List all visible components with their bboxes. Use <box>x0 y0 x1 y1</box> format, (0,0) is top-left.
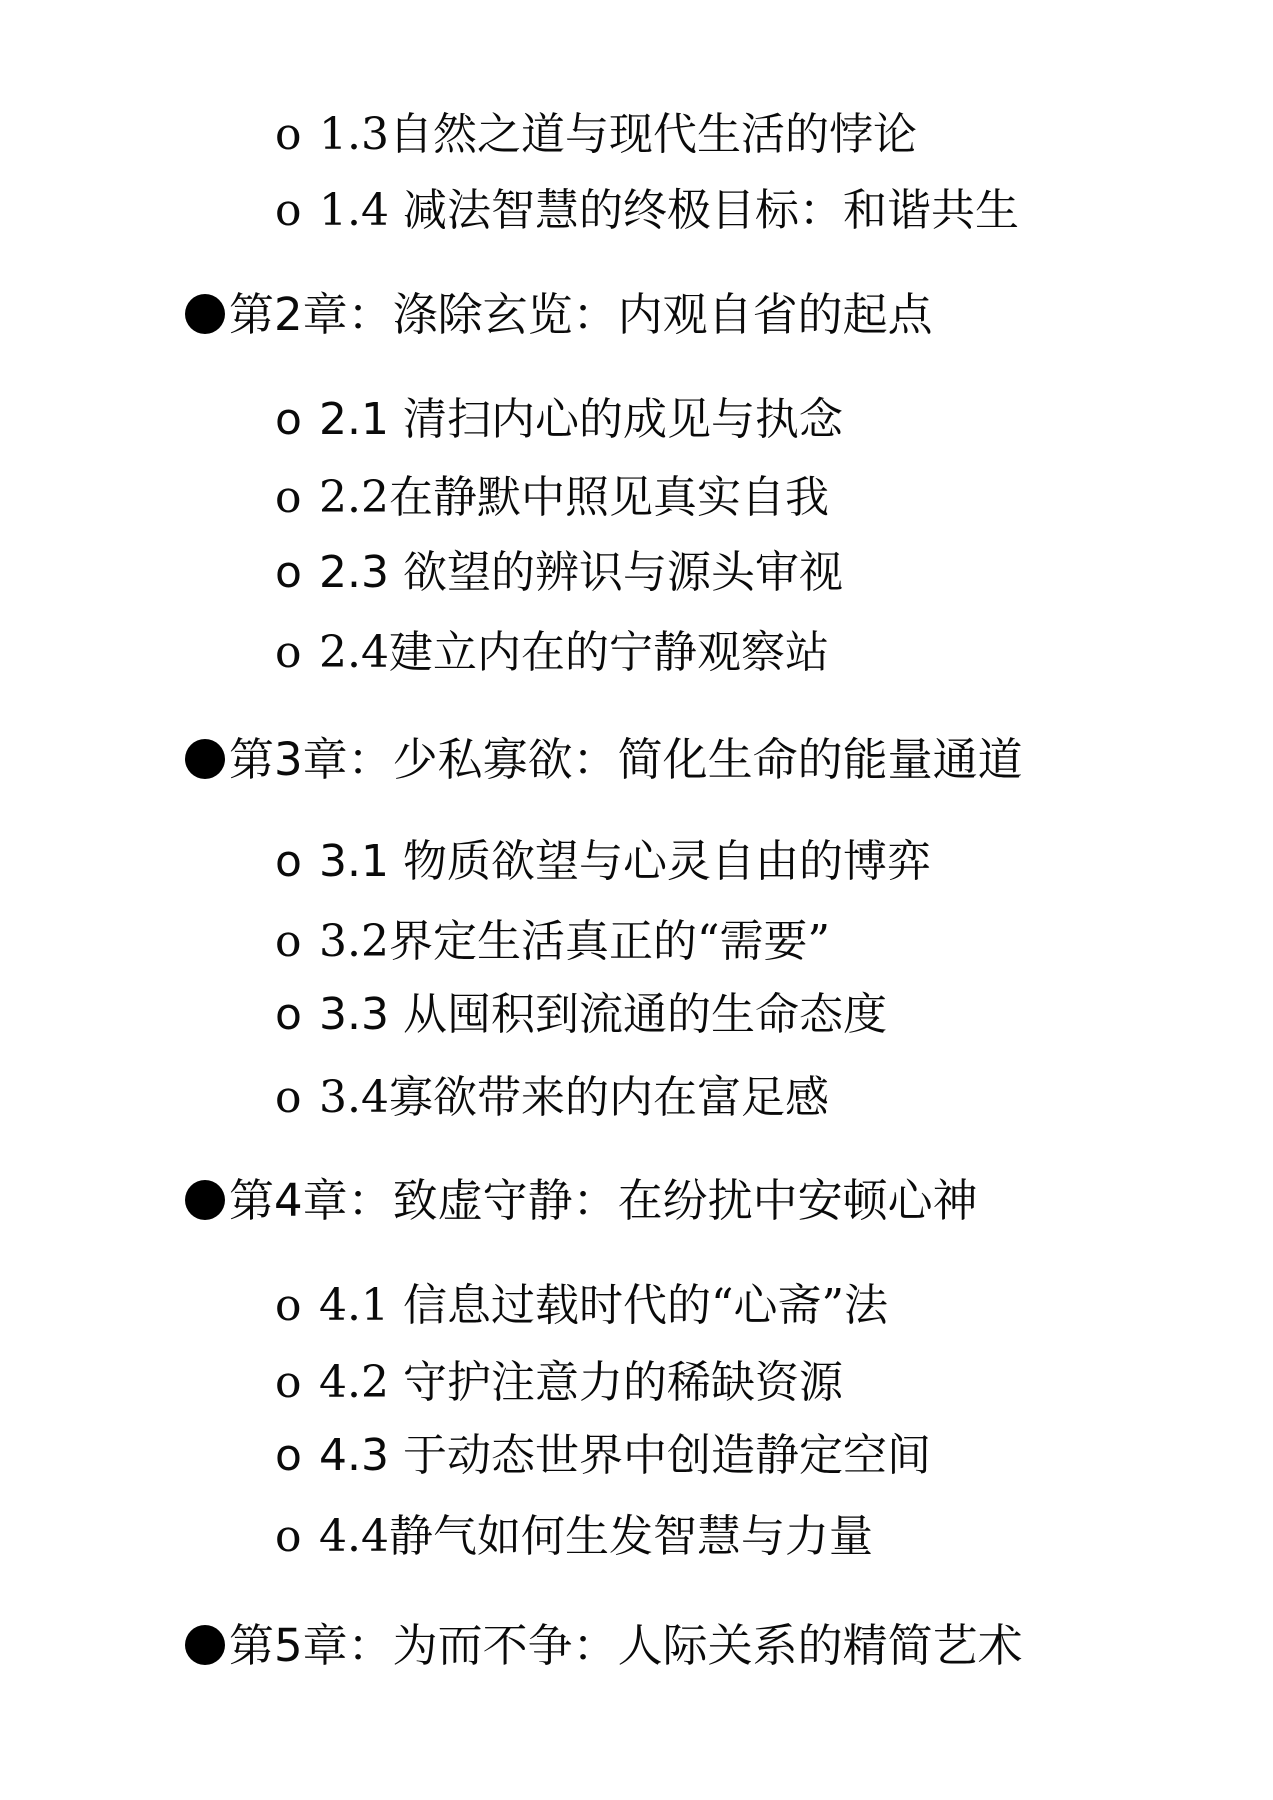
toc-chapter-3 <box>185 733 1023 786</box>
toc-section-2-3 <box>275 547 843 598</box>
sub-bullet: o <box>275 1280 302 1331</box>
sub-bullet: o <box>275 472 302 523</box>
toc-chapter-5 <box>185 1619 1023 1672</box>
chapter-bullet-icon <box>185 1180 225 1220</box>
toc-section-1-3 <box>275 109 917 160</box>
toc-section-3-3 <box>275 989 887 1040</box>
sub-bullet: o <box>275 1511 302 1562</box>
toc-chapter-text: 第4章：致虚守静：在纷扰中安顿心神 <box>229 1174 978 1227</box>
chapter-bullet-icon <box>185 739 225 779</box>
toc-section-2-1 <box>275 394 843 445</box>
toc-section-1-4 <box>275 185 1019 236</box>
toc-section-4-3 <box>275 1430 931 1481</box>
toc-chapter-text: 第3章：少私寡欲：简化生命的能量通道 <box>229 733 1023 786</box>
sub-bullet: o <box>275 185 302 236</box>
sub-bullet: o <box>275 109 302 160</box>
toc-section-text: 1.4 减法智慧的终极目标：和谐共生 <box>319 185 1019 236</box>
chapter-bullet-icon <box>185 1625 225 1665</box>
toc-section-text: 3.4寡欲带来的内在富足感 <box>319 1072 829 1123</box>
chapter-bullet-icon <box>185 294 225 334</box>
toc-section-text: 2.2在静默中照见真实自我 <box>319 472 829 523</box>
toc-chapter-2 <box>185 288 933 341</box>
sub-bullet: o <box>275 1072 302 1123</box>
toc-section-text: 3.3 从囤积到流通的生命态度 <box>319 989 887 1040</box>
toc-section-4-1 <box>275 1280 888 1331</box>
toc-section-3-4 <box>275 1072 829 1123</box>
toc-section-4-2 <box>275 1357 843 1408</box>
toc-section-text: 4.2 守护注意力的稀缺资源 <box>319 1357 843 1408</box>
sub-bullet: o <box>275 1430 302 1481</box>
sub-bullet: o <box>275 989 302 1040</box>
sub-bullet: o <box>275 547 302 598</box>
sub-bullet: o <box>275 916 302 967</box>
toc-section-text: 3.2界定生活真正的“需要” <box>319 916 830 967</box>
toc-section-text: 4.3 于动态世界中创造静定空间 <box>319 1430 931 1481</box>
toc-section-text: 2.3 欲望的辨识与源头审视 <box>319 547 843 598</box>
toc-section-text: 3.1 物质欲望与心灵自由的博弈 <box>319 836 931 887</box>
sub-bullet: o <box>275 394 302 445</box>
toc-section-3-2 <box>275 916 830 967</box>
toc-section-text: 4.4静气如何生发智慧与力量 <box>319 1511 873 1562</box>
toc-section-2-4 <box>275 627 829 678</box>
sub-bullet: o <box>275 1357 302 1408</box>
sub-bullet: o <box>275 627 302 678</box>
toc-section-2-2 <box>275 472 829 523</box>
toc-section-text: 2.1 清扫内心的成见与执念 <box>319 394 843 445</box>
toc-section-text: 1.3自然之道与现代生活的悖论 <box>319 109 917 160</box>
toc-chapter-4 <box>185 1174 978 1227</box>
sub-bullet: o <box>275 836 302 887</box>
toc-section-3-1 <box>275 836 931 887</box>
toc-section-text: 2.4建立内在的宁静观察站 <box>319 627 829 678</box>
toc-section-text: 4.1 信息过载时代的“心斋”法 <box>319 1280 888 1331</box>
toc-chapter-text: 第5章：为而不争：人际关系的精简艺术 <box>229 1619 1023 1672</box>
toc-section-4-4 <box>275 1511 873 1562</box>
toc-chapter-text: 第2章：涤除玄览：内观自省的起点 <box>229 288 933 341</box>
